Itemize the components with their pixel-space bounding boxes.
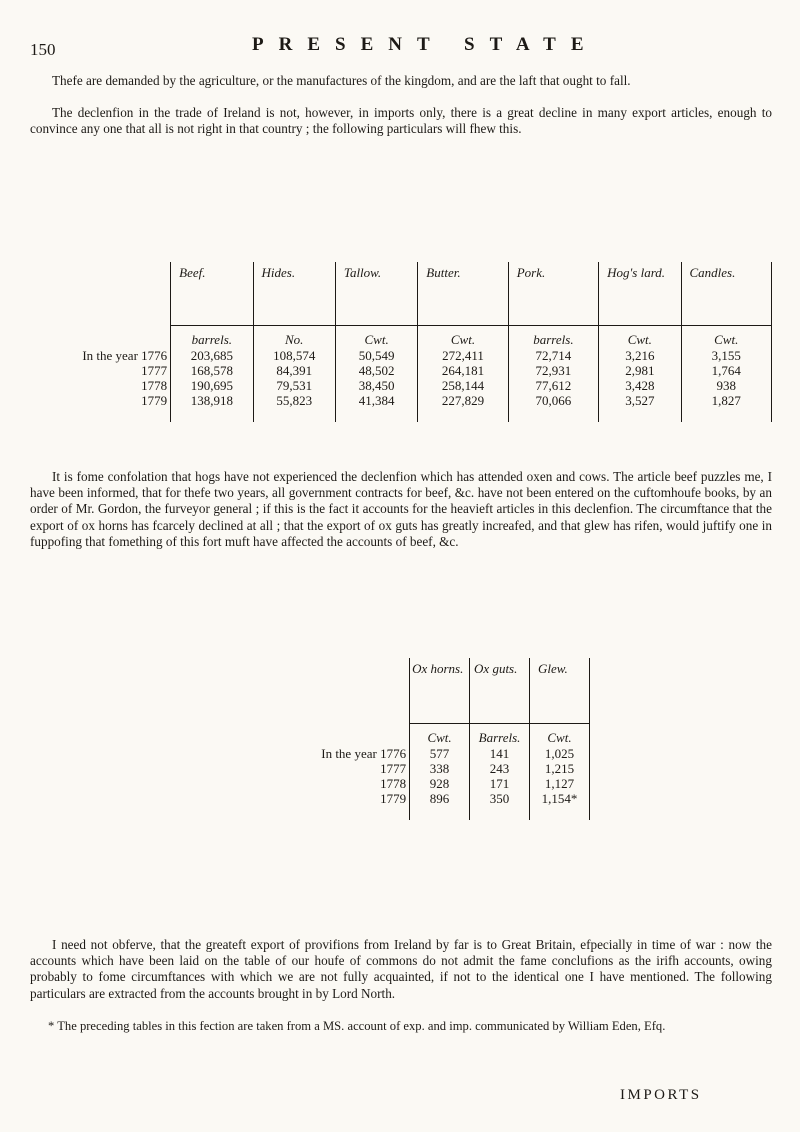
catchword: IMPORTS [620, 1087, 702, 1103]
page-number: 150 [30, 40, 56, 59]
row-label: 1778 [141, 378, 168, 393]
unit-label: No. [253, 326, 335, 349]
row-label: In the year 1776 [321, 746, 407, 761]
table-cell: 3,428 [599, 378, 681, 393]
table-cell: 55,823 [253, 393, 335, 422]
column-header: Pork. [508, 262, 598, 326]
table-cell: 77,612 [508, 378, 598, 393]
table-cell: 350 [470, 791, 530, 820]
blank-corner [30, 658, 410, 724]
table-cell: 896 [410, 791, 470, 820]
column-header: Hides. [253, 262, 335, 326]
export-table-provisions [30, 262, 772, 422]
table-cell: 168,578 [171, 363, 253, 378]
table-cell: 171 [470, 776, 530, 791]
running-head: PRESENT STATE [252, 34, 599, 55]
table-row [30, 363, 772, 378]
row-label: 1779 [380, 791, 407, 806]
table-cell: 264,181 [418, 363, 508, 378]
column-header: Hog's lard. [599, 262, 681, 326]
column-header: Candles. [681, 262, 772, 326]
column-header: Ox guts. [470, 658, 530, 724]
table-cell: 72,714 [508, 348, 598, 363]
table-cell: 3,216 [599, 348, 681, 363]
row-label: 1779 [141, 393, 168, 408]
table-row [30, 776, 590, 791]
blank-corner [30, 262, 171, 326]
paragraph-4: I need not obferve, that the greateft export of provifions from Ireland by far is to Great Britain, efpecially in time of war : now the accounts which have been laid on the table of our houfe of commons do not admit the fame conclufions as the irifh accounts, owing probably to fome circumftances with which we are not fully acquainted, if not to the identical one I have mentioned. The following particulars are extracted from the accounts brought in by Lord North. [30, 937, 772, 1001]
table-cell: 338 [410, 761, 470, 776]
unit-label: Cwt. [530, 724, 590, 747]
table-cell: 79,531 [253, 378, 335, 393]
table-cell: 1,827 [681, 393, 772, 422]
row-label: 1777 [141, 363, 168, 378]
table-cell: 48,502 [335, 363, 417, 378]
unit-label: Cwt. [410, 724, 470, 747]
table-cell: 38,450 [335, 378, 417, 393]
table-cell: 1,127 [530, 776, 590, 791]
table-cell: 84,391 [253, 363, 335, 378]
unit-label: Barrels. [470, 724, 530, 747]
table-cell: 1,764 [681, 363, 772, 378]
paragraph-3: It is fome confolation that hogs have not experienced the declenfion which has attended oxen and cows. The article beef puzzles me, I have been informed, that for thefe two years, all government contracts for beef, &c. have not been entered on the cuftomhoufe books, by an order of Mr. Gordon, the furveyor general ; if this is the fact it accounts for the heavieft articles in this declenfion. The circumftance that the export of ox horns has fcarcely declined at all ; that the export of ox guts has greatly increafed, and that glew has rifen, would juftify one in fuppofing that fomething of this fort muft have affected the accounts of beef, &c. [30, 469, 772, 549]
row-label: 1778 [380, 776, 407, 791]
table-cell: 190,695 [171, 378, 253, 393]
table-cell: 258,144 [418, 378, 508, 393]
table-cell: 3,527 [599, 393, 681, 422]
unit-label: Cwt. [335, 326, 417, 349]
unit-label: Cwt. [681, 326, 772, 349]
column-header: Tallow. [335, 262, 417, 326]
unit-label: Cwt. [599, 326, 681, 349]
table-cell: 70,066 [508, 393, 598, 422]
column-header: Ox horns. [410, 658, 470, 724]
table-row [30, 378, 772, 393]
table-row [30, 393, 772, 422]
table-cell: 3,155 [681, 348, 772, 363]
unit-label: barrels. [508, 326, 598, 349]
column-header: Beef. [171, 262, 253, 326]
table-cell: 1,154* [530, 791, 590, 820]
column-header: Butter. [418, 262, 508, 326]
table-cell: 1,025 [530, 746, 590, 761]
table-cell: 1,215 [530, 761, 590, 776]
row-label: In the year 1776 [82, 348, 168, 363]
footnote: * The preceding tables in this fection are taken from a MS. account of exp. and imp. communicated by William Eden, Efq. [48, 1019, 666, 1033]
table-cell: 272,411 [418, 348, 508, 363]
table-row [30, 348, 772, 363]
table-row [30, 746, 590, 761]
table-cell: 227,829 [418, 393, 508, 422]
table-cell: 203,685 [171, 348, 253, 363]
row-label: 1777 [380, 761, 407, 776]
export-table-byproducts [30, 658, 590, 820]
table-cell: 138,918 [171, 393, 253, 422]
table-cell: 243 [470, 761, 530, 776]
table-cell: 72,931 [508, 363, 598, 378]
paragraph-1: Thefe are demanded by the agriculture, or the manufactures of the kingdom, and are the laft that ought to fall. [52, 73, 631, 88]
table-cell: 50,549 [335, 348, 417, 363]
table-cell: 108,574 [253, 348, 335, 363]
table-cell: 938 [681, 378, 772, 393]
table-row [30, 761, 590, 776]
table-cell: 2,981 [599, 363, 681, 378]
unit-label: Cwt. [418, 326, 508, 349]
table-row [30, 791, 590, 820]
table-cell: 577 [410, 746, 470, 761]
unit-label: barrels. [171, 326, 253, 349]
table-cell: 141 [470, 746, 530, 761]
table-cell: 928 [410, 776, 470, 791]
paragraph-2: The declenfion in the trade of Ireland is not, however, in imports only, there is a great decline in many export articles, enough to convince any one that all is not right in that country ; the following particulars will fhew this. [30, 105, 772, 137]
table-cell: 41,384 [335, 393, 417, 422]
column-header: Glew. [530, 658, 590, 724]
